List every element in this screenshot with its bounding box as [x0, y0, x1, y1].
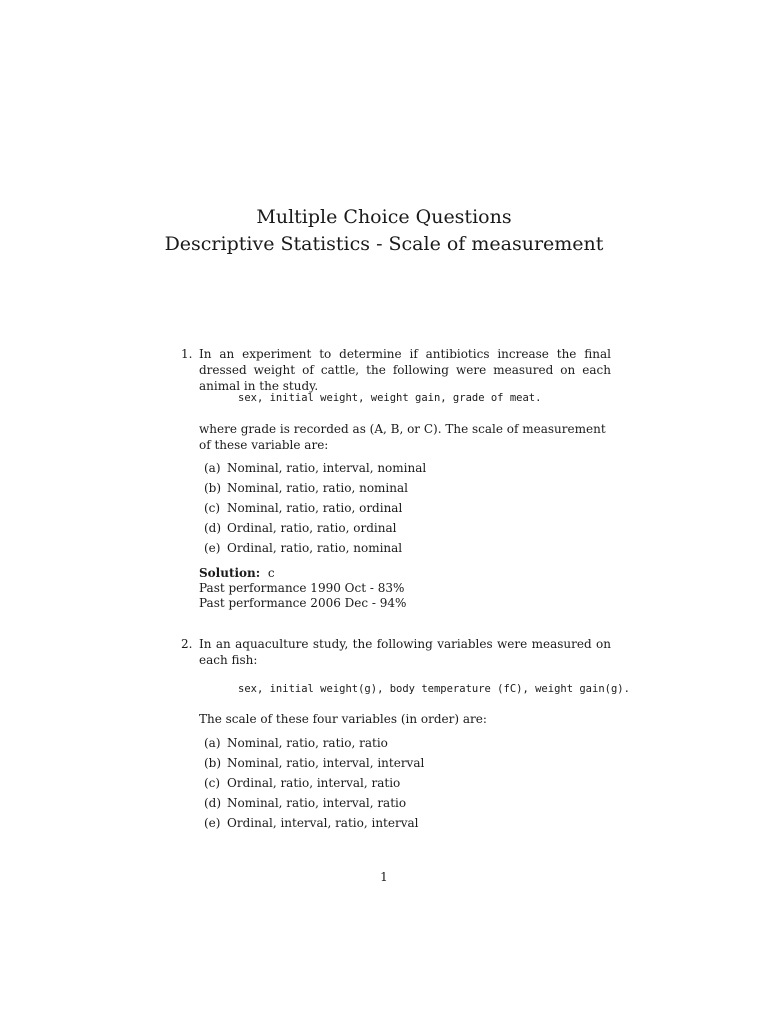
choice-text: Ordinal, interval, ratio, interval [227, 816, 419, 830]
question-2-choices [204, 733, 424, 833]
document-title: Multiple Choice Questions [256, 206, 512, 228]
choice-text: Nominal, ratio, ratio, ratio [227, 736, 388, 750]
choice-item [204, 498, 426, 518]
choice-text: Ordinal, ratio, ratio, ordinal [227, 521, 397, 535]
choice-text: Ordinal, ratio, ratio, nominal [227, 541, 403, 555]
choice-letter: (c) [204, 776, 221, 790]
choice-item [204, 478, 426, 498]
choice-letter: (d) [204, 796, 222, 810]
question-text: In an experiment to determine if antibiotics increase the final dressed weight of cattle, the following were measured on each animal in the study. [199, 347, 611, 393]
choice-item [204, 793, 424, 813]
question-2-followup: The scale of these four variables (in order) are: [199, 712, 487, 726]
choice-letter: (e) [204, 541, 221, 555]
question-1-followup: where grade is recorded as (A, B, or C). The scale of measurement of these variable are: [199, 422, 606, 452]
choice-item [204, 458, 426, 478]
choice-item [204, 733, 424, 753]
choice-letter: (b) [204, 756, 222, 770]
choice-letter: (a) [204, 736, 221, 750]
question-1-solution [199, 566, 406, 611]
choice-text: Nominal, ratio, ratio, ordinal [227, 501, 403, 515]
choice-item [204, 538, 426, 558]
question-number: 1. [181, 347, 193, 361]
choice-text: Ordinal, ratio, interval, ratio [227, 776, 401, 790]
choice-letter: (a) [204, 461, 221, 475]
choice-item [204, 813, 424, 833]
choice-letter: (e) [204, 816, 221, 830]
question-2-stem [181, 636, 611, 668]
question-1-stem [181, 346, 611, 394]
solution-label: Solution: [199, 566, 261, 580]
past-performance: Past performance 1990 Oct - 83% [199, 581, 405, 595]
page-number: 1 [380, 870, 388, 884]
choice-text: Nominal, ratio, interval, nominal [227, 461, 427, 475]
choice-item [204, 518, 426, 538]
choice-item [204, 773, 424, 793]
choice-text: Nominal, ratio, interval, interval [227, 756, 425, 770]
choice-text: Nominal, ratio, ratio, nominal [227, 481, 408, 495]
question-2-variables: sex, initial weight(g), body temperature (fC), weight gain(g). [238, 683, 630, 695]
question-number: 2. [181, 637, 193, 651]
question-1-variables: sex, initial weight, weight gain, grade of meat. [238, 392, 542, 404]
question-1-choices [204, 458, 426, 558]
document-subtitle: Descriptive Statistics - Scale of measurement [164, 233, 604, 255]
past-performance: Past performance 2006 Dec - 94% [199, 596, 407, 610]
solution-value: c [267, 566, 275, 580]
choice-letter: (c) [204, 501, 221, 515]
choice-text: Nominal, ratio, interval, ratio [227, 796, 407, 810]
question-text: In an aquaculture study, the following variables were measured on each fish: [199, 637, 611, 667]
choice-letter: (d) [204, 521, 222, 535]
choice-letter: (b) [204, 481, 222, 495]
choice-item [204, 753, 424, 773]
